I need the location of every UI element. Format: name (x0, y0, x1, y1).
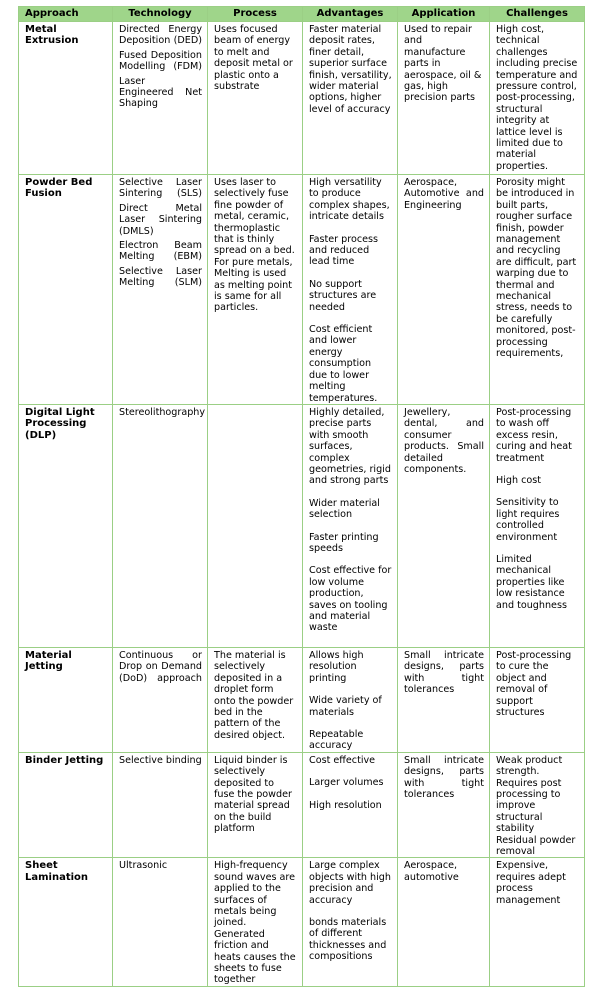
advantage-item: Cost effective for low volume production, saves on tooling and material waste (309, 565, 392, 634)
application-cell (398, 175, 490, 405)
header-technology: Technology (113, 7, 208, 22)
approach-cell: Binder Jetting (19, 752, 113, 858)
approach-cell: Sheet Lamination (19, 858, 113, 986)
technology-item: Selective Laser Sintering (SLS) (119, 177, 202, 200)
advantage-item: Wider material selection (309, 497, 380, 521)
challenge-item: Sensitivity to light requires controlled environment (496, 497, 560, 543)
technology-item: Selective binding (119, 754, 202, 766)
advantage-item: Cost efficient and lower energy consumption due to lower melting temperatures. (309, 324, 378, 404)
table-row (19, 22, 585, 175)
advantage-item: Wide variety of materials (309, 695, 382, 718)
header-process: Process (208, 7, 303, 22)
challenges-cell (490, 752, 585, 858)
advantages-cell (303, 647, 398, 752)
technology-item: Laser Engineered Net Shaping (119, 75, 202, 110)
application-cell (398, 752, 490, 858)
process-text: Uses focused beam of energy to melt and deposit metal or plastic onto a substrate (214, 24, 293, 93)
table-row (19, 404, 585, 647)
process-cell (208, 175, 303, 405)
technology-item: Direct Metal Laser Sintering (DMLS) (119, 202, 202, 237)
application-cell (398, 858, 490, 986)
application-text: Aerospace, Automotive and Engineering (404, 177, 484, 211)
application-text: Small intricate designs, parts with tight tolerances (404, 754, 484, 800)
technology-item: Fused Deposition Modelling (FDM) (119, 49, 202, 73)
advantage-item: Cost effective (309, 754, 376, 766)
table-row (19, 647, 585, 752)
technology-item: Continuous or Drop on Demand (DoD) approach (119, 649, 202, 684)
advantage-item: High versatility to produce complex shapes, intricate details (309, 177, 390, 223)
advantage-item: Faster printing speeds (309, 531, 379, 554)
advantage-item: No support structures are needed (309, 278, 377, 313)
application-cell (398, 404, 490, 647)
process-text: The material is selectively deposited in a droplet form onto the powder bed in the pattern of the desired object. (214, 649, 294, 741)
challenge-item: High cost, technical challenges including precise temperature and pressure control, post-processing, structural integrity at lattice level is limited due to material properties. (496, 24, 578, 172)
advantage-item: Large complex objects with high precision and accuracy (309, 860, 391, 906)
approach-cell: Metal Extrusion (19, 22, 113, 175)
advantage-item: Faster material deposit rates, finer detail, superior surface finish, versatility, wider material options, higher level of accuracy (309, 24, 392, 115)
advantage-item: High resolution (309, 799, 382, 811)
technology-item: Ultrasonic (119, 860, 168, 872)
advantages-cell (303, 752, 398, 858)
header-advantages: Advantages (303, 7, 398, 22)
challenge-item: Porosity might be introduced in built parts, rougher surface finish, powder management and recycling are difficult, part warping due to thermal and mechanical stress, needs to be carefully monitored, post-processing requirements, (496, 177, 577, 360)
process-cell (208, 404, 303, 647)
advantage-item: Faster process and reduced lead time (309, 233, 379, 268)
technology-cell (113, 22, 208, 175)
approach-cell: Powder Bed Fusion (19, 175, 113, 405)
advantage-item: bonds materials of different thicknesses and compositions (309, 917, 387, 963)
challenges-cell (490, 175, 585, 405)
advantage-item: Repeatable accuracy (309, 728, 364, 752)
challenge-item: Weak product strength. (496, 754, 563, 778)
technology-cell (113, 752, 208, 858)
process-text: For pure metals, Melting is used as melting point is same for all particles. (214, 256, 293, 314)
challenges-cell (490, 647, 585, 752)
table-row (19, 858, 585, 986)
challenge-item: Limited mechanical properties like low resistance and toughness (496, 553, 567, 611)
process-cell (208, 858, 303, 986)
application-text: Used to repair and manufacture parts in aerospace, oil & gas, high precision parts (404, 24, 482, 104)
advantage-item: Allows high resolution printing (309, 649, 364, 684)
process-text: Generated friction and heats causes the sheets to fuse together (214, 928, 296, 986)
comparison-table-container (18, 6, 584, 987)
advantage-item: Highly detailed, precise parts with smooth surfaces, complex geometries, rigid and strong parts (309, 406, 391, 487)
advantages-cell (303, 22, 398, 175)
advantages-cell (303, 858, 398, 986)
technology-cell (113, 858, 208, 986)
application-text: Jewellery, dental, and consumer products. Small detailed components. (404, 406, 484, 475)
challenge-item: High cost (496, 474, 542, 486)
technology-item: Electron Beam Melting (EBM) (119, 240, 202, 263)
header-challenges: Challenges (490, 7, 585, 22)
challenge-item: Expensive, requires adept process management (496, 860, 566, 906)
process-text: Uses laser to selectively fuse fine powder of metal, ceramic, thermoplastic that is thinly spread on a bed. (214, 177, 295, 257)
advantage-item: Larger volumes (309, 777, 384, 789)
technology-item: Selective Laser Melting (SLM) (119, 265, 202, 289)
am-approaches-table (18, 6, 585, 987)
process-text: Liquid binder is selectively deposited to fuse the powder material spread on the build platform (214, 754, 292, 835)
header-approach: Approach (19, 7, 113, 22)
table-header-row (19, 7, 585, 22)
application-cell (398, 22, 490, 175)
advantages-cell (303, 404, 398, 647)
process-cell (208, 752, 303, 858)
process-cell (208, 22, 303, 175)
process-text: High-frequency sound waves are applied to the surfaces of metals being joined. (214, 860, 296, 929)
approach-cell: Material Jetting (19, 647, 113, 752)
header-application: Application (398, 7, 490, 22)
challenges-cell (490, 404, 585, 647)
challenges-cell (490, 22, 585, 175)
technology-cell (113, 404, 208, 647)
challenges-cell (490, 858, 585, 986)
advantages-cell (303, 175, 398, 405)
process-cell (208, 647, 303, 752)
technology-cell (113, 175, 208, 405)
technology-item: Stereolithography (119, 406, 206, 418)
challenge-item: Requires post processing to improve structural stability (496, 777, 562, 835)
technology-item: Directed Energy Deposition (DED) (119, 24, 202, 47)
challenge-item: Post-processing to wash off excess resin, curing and heat treatment (496, 406, 572, 464)
application-text: Aerospace, automotive (404, 860, 459, 883)
table-row (19, 175, 585, 405)
table-row (19, 752, 585, 858)
challenge-item: Residual powder removal (496, 834, 576, 857)
technology-cell (113, 647, 208, 752)
approach-cell: Digital Light Processing (DLP) (19, 404, 113, 647)
application-cell (398, 647, 490, 752)
challenge-item: Post-processing to cure the object and removal of support structures (496, 649, 572, 718)
application-text: Small intricate designs, parts with tight tolerances (404, 649, 484, 696)
